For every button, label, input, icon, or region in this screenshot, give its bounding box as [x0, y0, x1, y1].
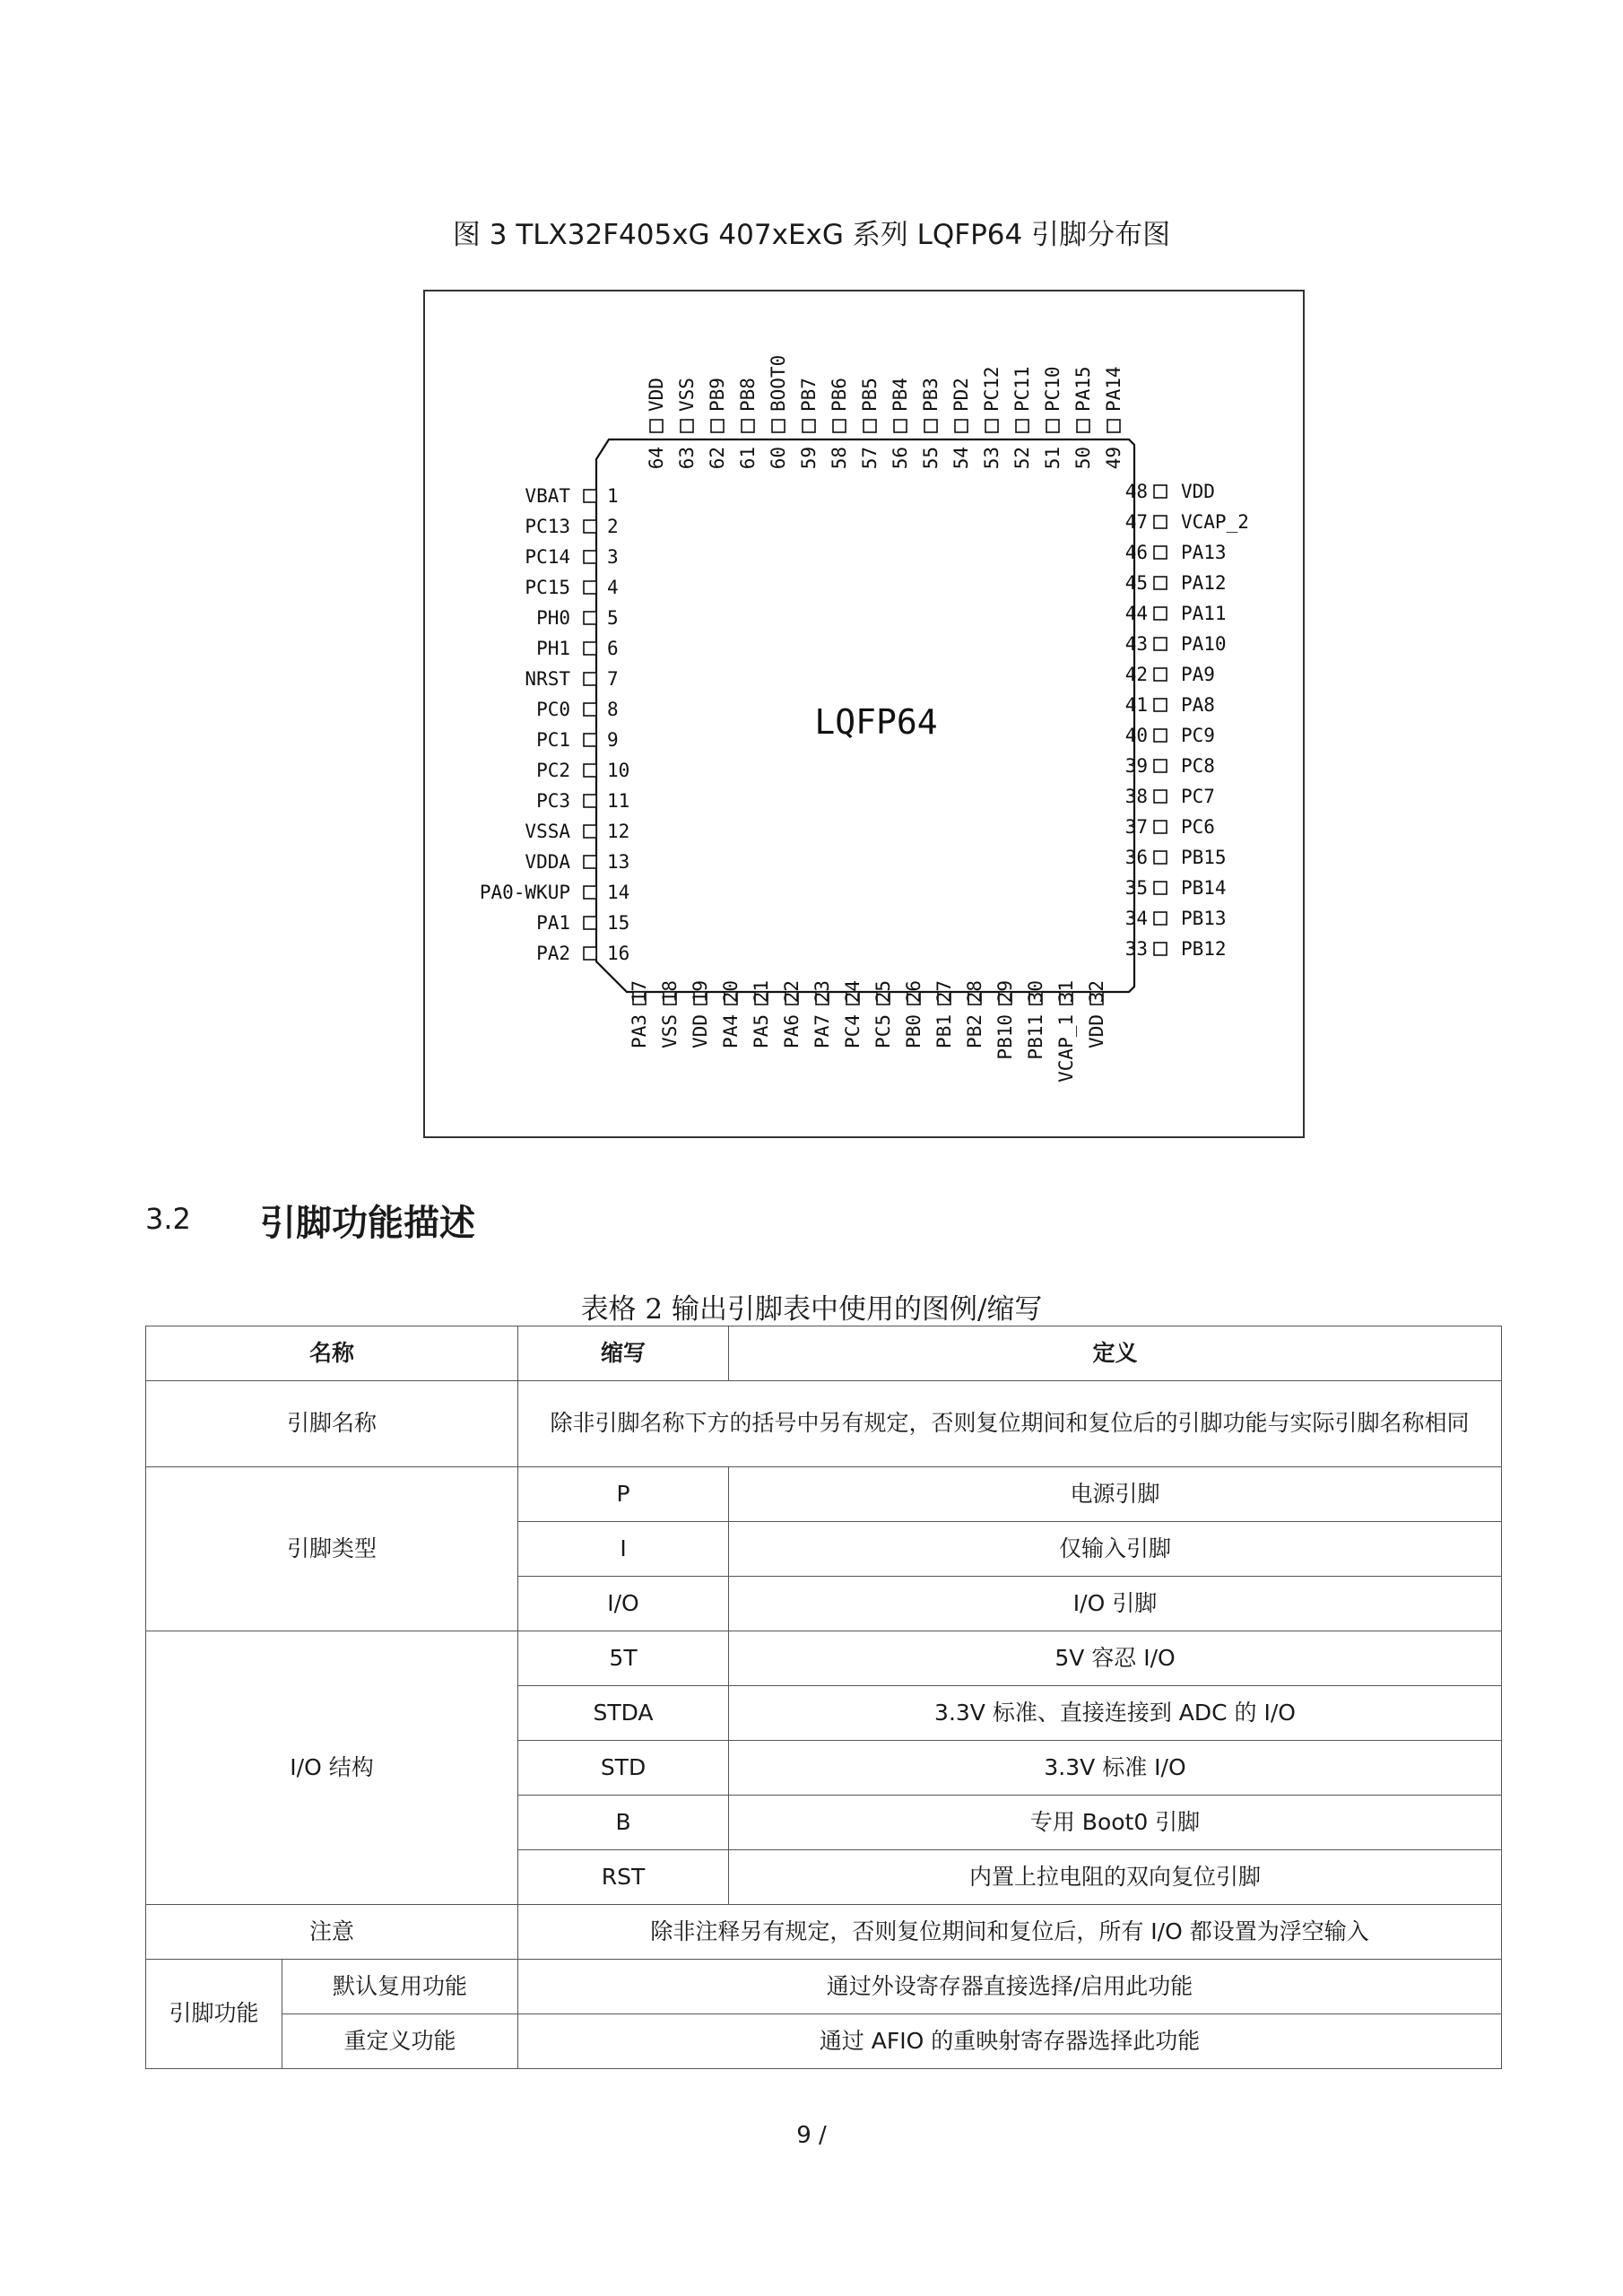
header-definition: 定义	[729, 1326, 1502, 1381]
pin-number: 33	[1124, 938, 1148, 960]
pin-number: 61	[737, 447, 759, 470]
pin-pad	[1154, 546, 1167, 559]
pin-pad	[864, 420, 876, 432]
pin-name: PC15	[525, 577, 570, 598]
pin-name: PH0	[536, 607, 570, 629]
pin-name: PC9	[1181, 725, 1215, 746]
pin-name: PA1	[536, 912, 570, 934]
definition-cell: 内置上拉电阻的双向复位引脚	[729, 1850, 1502, 1905]
pin-name: VDD	[1181, 481, 1215, 502]
table-row	[146, 1467, 1502, 1522]
pin-pad	[584, 673, 596, 685]
pin-name: PC12	[981, 366, 1002, 412]
pin-pad	[584, 825, 596, 838]
pin-name: PB7	[798, 378, 820, 412]
pin-pad	[894, 420, 907, 432]
pin-pad	[584, 886, 596, 899]
sub-label-cell: 重定义功能	[282, 2014, 518, 2069]
package-label: LQFP64	[814, 702, 938, 742]
pin-number: 44	[1124, 603, 1148, 624]
pin-number: 41	[1124, 694, 1148, 716]
pin-name: PB1	[933, 1014, 955, 1048]
pin-number: 36	[1124, 847, 1148, 868]
pin-name: PA7	[812, 1014, 833, 1048]
pin-number: 48	[1124, 481, 1148, 502]
pin-number: 4	[607, 577, 619, 598]
pin-name: PA5	[751, 1014, 772, 1048]
pin-pad	[1077, 420, 1089, 432]
pin-pad	[772, 420, 785, 432]
pin-number: 14	[607, 882, 630, 903]
pin-name: PA10	[1181, 633, 1227, 655]
pin-name: PA11	[1181, 603, 1227, 624]
pin-number: 5	[607, 607, 619, 629]
pin-name-definition: 除非引脚名称下方的括号中另有规定，否则复位期间和复位后的引脚功能与实际引脚名称相同	[518, 1381, 1502, 1467]
table-row	[146, 1381, 1502, 1467]
pin-number: 24	[842, 980, 864, 1004]
pin-number: 55	[920, 447, 942, 470]
pin-number: 58	[829, 447, 850, 470]
pin-name: PA15	[1072, 366, 1094, 412]
pin-name: PC3	[536, 790, 570, 812]
definition-cell: 电源引脚	[729, 1467, 1502, 1522]
pin-number: 38	[1124, 786, 1148, 807]
pin-pad	[1154, 943, 1167, 955]
pin-name: PC5	[872, 1014, 894, 1048]
header-abbr: 缩写	[518, 1326, 729, 1381]
pin-number: 16	[607, 943, 630, 964]
pin-pad	[1154, 790, 1167, 803]
abbr-cell: P	[518, 1467, 729, 1522]
pin-legend-table	[145, 1326, 1502, 2069]
pin-number: 26	[903, 980, 924, 1004]
pin-name: VSSA	[525, 821, 570, 842]
pin-name: PB9	[707, 378, 728, 412]
pin-number: 21	[751, 980, 772, 1004]
pin-name: PB5	[859, 378, 881, 412]
pin-name: PC10	[1042, 366, 1063, 412]
pin-name: PC6	[1181, 816, 1215, 838]
pin-number: 17	[629, 980, 650, 1004]
pin-pad	[584, 490, 596, 502]
pin-name: PC8	[1181, 755, 1215, 777]
table-row	[146, 1631, 1502, 1686]
figure-caption: 图 3 TLX32F405xG 407xExG 系列 LQFP64 引脚分布图	[452, 219, 1171, 251]
definition-cell: 仅输入引脚	[729, 1522, 1502, 1577]
pin-name: PC1	[536, 729, 570, 751]
pin-number: 10	[607, 760, 630, 781]
pin-name: VBAT	[525, 485, 570, 507]
pin-name: VDD	[646, 378, 667, 412]
pin-number: 45	[1124, 572, 1148, 594]
pin-name: NRST	[525, 668, 570, 690]
pin-number: 52	[1011, 447, 1033, 470]
pin-name: PA6	[781, 1014, 803, 1048]
pin-name: PB14	[1181, 877, 1227, 899]
pin-name: PB0	[903, 1014, 924, 1048]
pin-number: 47	[1124, 511, 1148, 533]
pin-number: 57	[859, 447, 881, 470]
pin-pad	[803, 420, 815, 432]
pin-number: 6	[607, 638, 619, 659]
pin-name: VDD	[1086, 1014, 1107, 1048]
pin-name: PA13	[1181, 542, 1227, 563]
pin-pad	[1154, 821, 1167, 833]
pin-pad	[584, 520, 596, 533]
pin-name: PA0-WKUP	[479, 882, 570, 903]
pin-pad	[1154, 882, 1167, 894]
pin-pad	[985, 420, 998, 432]
pin-pad	[1154, 668, 1167, 681]
abbr-cell: I	[518, 1522, 729, 1577]
pin-number: 40	[1124, 725, 1148, 746]
pin-number: 59	[798, 447, 820, 470]
table-row	[146, 1905, 1502, 1960]
pins-right	[1125, 481, 1249, 960]
pin-pad	[1154, 516, 1167, 528]
pin-pad	[1016, 420, 1028, 432]
pin-name: PA8	[1181, 694, 1215, 716]
pin-pad	[1154, 638, 1167, 650]
sub-label-cell: 默认复用功能	[282, 1960, 518, 2014]
pin-pad	[584, 947, 596, 960]
pin-pad	[1154, 607, 1167, 620]
pin-number: 1	[607, 485, 619, 507]
pin-number: 35	[1124, 877, 1148, 899]
pin-number: 31	[1055, 980, 1077, 1004]
pin-number: 29	[994, 980, 1016, 1004]
pin-number: 22	[781, 980, 803, 1004]
pin-pad	[584, 795, 596, 807]
definition-cell: 3.3V 标准 I/O	[729, 1741, 1502, 1796]
pin-number: 63	[676, 447, 698, 470]
definition-cell: 专用 Boot0 引脚	[729, 1796, 1502, 1850]
pin-name: VSS	[659, 1014, 681, 1048]
pin-number: 54	[950, 447, 972, 470]
pin-pad	[1154, 577, 1167, 589]
pin-pad	[584, 612, 596, 624]
pin-pad	[584, 734, 596, 746]
pin-number: 42	[1124, 664, 1148, 685]
pin-name: PB4	[890, 378, 911, 412]
pin-number: 15	[607, 912, 630, 934]
page-number: 9 /	[796, 2122, 827, 2149]
pin-number: 20	[720, 980, 742, 1004]
definition-cell: 通过 AFIO 的重映射寄存器选择此功能	[518, 2014, 1502, 2069]
pin-name: PB15	[1181, 847, 1227, 868]
pin-number: 37	[1124, 816, 1148, 838]
pin-name-label: 引脚名称	[146, 1381, 518, 1467]
pin-name: PC13	[525, 516, 570, 537]
pin-number: 7	[607, 668, 619, 690]
pin-number: 23	[812, 980, 833, 1004]
pin-name: PB6	[829, 378, 850, 412]
abbr-cell: STDA	[518, 1686, 729, 1741]
pin-number: 64	[646, 447, 667, 470]
pin-number: 28	[964, 980, 985, 1004]
pin-pad	[924, 420, 937, 432]
pin-pad	[584, 764, 596, 777]
lqfp64-pinout-diagram	[423, 290, 1305, 1138]
pin-name: PH1	[536, 638, 570, 659]
pin-number: 8	[607, 699, 619, 720]
abbr-cell: 5T	[518, 1631, 729, 1686]
pin-name: PC4	[842, 1014, 864, 1048]
pin-pad	[833, 420, 846, 432]
pin-name: PA9	[1181, 664, 1215, 685]
definition-cell: 3.3V 标准、直接连接到 ADC 的 I/O	[729, 1686, 1502, 1741]
abbr-cell: RST	[518, 1850, 729, 1905]
pin-name: PA14	[1103, 366, 1124, 412]
pin-number: 50	[1072, 447, 1094, 470]
pin-pad	[584, 642, 596, 655]
table-row	[146, 2014, 1502, 2069]
pin-name: PC2	[536, 760, 570, 781]
pin-name: VDDA	[525, 851, 570, 873]
pin-number: 2	[607, 516, 619, 537]
pin-pad	[584, 917, 596, 929]
pin-pad	[584, 703, 596, 716]
pin-pad	[650, 420, 663, 432]
pin-number: 13	[607, 851, 630, 873]
table-row	[146, 1960, 1502, 2014]
pin-name: VDD	[690, 1014, 711, 1048]
pin-name: PA4	[720, 1014, 742, 1048]
table-caption: 表格 2 输出引脚表中使用的图例/缩写	[580, 1293, 1043, 1326]
section-title: 引脚功能描述	[260, 1203, 475, 1244]
pin-number: 18	[659, 980, 681, 1004]
pin-name: PC11	[1011, 366, 1033, 412]
pin-pad	[584, 581, 596, 594]
pin-name: PB8	[737, 378, 759, 412]
pin-name: PB11	[1025, 1014, 1046, 1060]
pin-number: 30	[1025, 980, 1046, 1004]
pins-top	[646, 355, 1124, 470]
pin-number: 12	[607, 821, 630, 842]
pin-pad	[1046, 420, 1059, 432]
pin-function-label: 引脚功能	[146, 1960, 282, 2069]
pin-pad	[681, 420, 693, 432]
pin-pad	[1154, 729, 1167, 742]
pin-number: 19	[690, 980, 711, 1004]
definition-cell: 5V 容忍 I/O	[729, 1631, 1502, 1686]
pin-pad	[1154, 760, 1167, 772]
pin-number: 49	[1103, 447, 1124, 470]
table-header-row	[146, 1326, 1502, 1381]
pin-number: 11	[607, 790, 630, 812]
pins-bottom	[629, 980, 1107, 1083]
pin-number: 51	[1042, 447, 1063, 470]
pin-number: 34	[1124, 908, 1148, 929]
pin-name: BOOT0	[768, 354, 789, 412]
pin-number: 3	[607, 546, 619, 568]
pin-name: PA3	[629, 1014, 650, 1048]
pin-pad	[1107, 420, 1120, 432]
pin-pad	[1154, 912, 1167, 925]
pin-name: PB3	[920, 378, 942, 412]
definition-cell: 通过外设寄存器直接选择/启用此功能	[518, 1960, 1502, 2014]
pin-pad	[955, 420, 968, 432]
note-label: 注意	[146, 1905, 518, 1960]
pin-name: PB13	[1181, 908, 1227, 929]
pin-number: 27	[933, 980, 955, 1004]
pins-left	[480, 485, 629, 964]
header-name: 名称	[146, 1326, 518, 1381]
pin-name: PC7	[1181, 786, 1215, 807]
pin-name: PA12	[1181, 572, 1227, 594]
pin-name: PB10	[994, 1014, 1016, 1060]
note-definition: 除非注释另有规定，否则复位期间和复位后，所有 I/O 都设置为浮空输入	[518, 1905, 1502, 1960]
pin-pad	[711, 420, 724, 432]
pin-pad	[584, 551, 596, 563]
pin-name: PC14	[525, 546, 570, 568]
io-structure-label: I/O 结构	[146, 1631, 518, 1905]
pin-number: 56	[890, 447, 911, 470]
abbr-cell: B	[518, 1796, 729, 1850]
pin-number: 39	[1124, 755, 1148, 777]
pin-name: PB2	[964, 1014, 985, 1048]
pin-number: 43	[1124, 633, 1148, 655]
pin-name: VCAP_2	[1181, 511, 1249, 533]
pin-pad	[1154, 699, 1167, 711]
pin-number: 62	[707, 447, 728, 470]
pin-number: 53	[981, 447, 1002, 470]
abbr-cell: STD	[518, 1741, 729, 1796]
pin-pad	[584, 856, 596, 868]
abbr-cell: I/O	[518, 1577, 729, 1631]
pin-type-label: 引脚类型	[146, 1467, 518, 1631]
pin-name: VSS	[676, 378, 698, 412]
pin-pad	[1154, 851, 1167, 864]
pin-number: 46	[1124, 542, 1148, 563]
pin-number: 9	[607, 729, 619, 751]
pin-pad	[742, 420, 754, 432]
pin-number: 60	[768, 447, 789, 470]
pin-name: VCAP_1	[1055, 1014, 1077, 1083]
pin-name: PD2	[950, 378, 972, 412]
pin-number: 32	[1086, 980, 1107, 1004]
definition-cell: I/O 引脚	[729, 1577, 1502, 1631]
pin-pad	[1154, 485, 1167, 498]
pin-name: PC0	[536, 699, 570, 720]
section-number: 3.2	[145, 1202, 191, 1236]
pin-number: 25	[872, 980, 894, 1004]
pin-name: PB12	[1181, 938, 1227, 960]
pin-name: PA2	[536, 943, 570, 964]
